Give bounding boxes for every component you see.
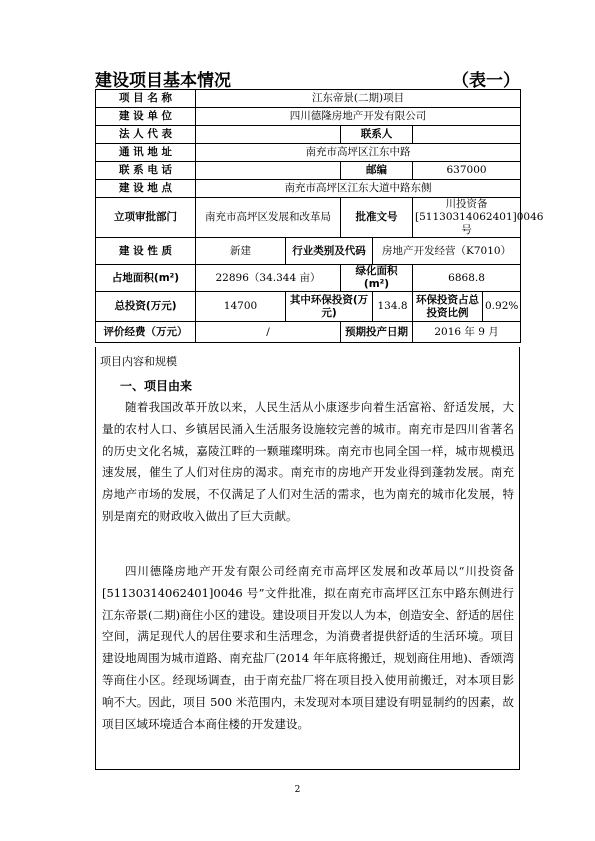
- table-row: [96, 108, 521, 126]
- area-value: 22896（34.344 亩）: [196, 265, 341, 292]
- approval-dept-label: 立项审批部门: [96, 198, 196, 238]
- industry-value: 房地产开发经营（K7010）: [373, 238, 521, 265]
- industry-label: 行业类别及代码: [286, 238, 373, 265]
- env-investment-value: 134.8: [373, 292, 413, 322]
- address-label: 通 讯 地 址: [96, 144, 196, 162]
- table-row: [96, 292, 521, 322]
- legal-rep-value: [196, 126, 341, 144]
- total-investment-label: 总投资(万元): [96, 292, 196, 322]
- paragraph-background: 随着我国改革开放以来，人民生活从小康逐步向着生活富裕、舒适发展，大量的农村人口、乡镇居民涌入生活服务设施较完善的城市。南充市是四川省著名的历史文化名城，嘉陵江畔的一颗璀璨明珠。南充市也同全国一样，城市规模迅速发展，催生了人们对住房的渴求。南充市的房地产开发业得到蓬勃发展。南充房地产市场的发展，不仅满足了人们对生活的需求，也为南充的城市化发展，特别是南充的财政收入做出了巨大贡献。: [102, 400, 514, 523]
- section-title: 项目内容和规模: [100, 355, 177, 368]
- table-row: [96, 90, 521, 108]
- approval-doc-label: 批准文号: [341, 198, 413, 238]
- production-date-value: 2016 年 9 月: [413, 322, 521, 343]
- phone-label: 联 系 电 话: [96, 162, 196, 180]
- nature-value: 新建: [196, 238, 286, 265]
- total-investment-value: 14700: [196, 292, 286, 322]
- env-ratio-label: 环保投资占总投资比例: [413, 292, 483, 322]
- page-heading: [95, 66, 520, 90]
- eval-fee-value: /: [196, 322, 341, 343]
- project-content-section: [95, 347, 520, 770]
- project-name-value: 江东帝景(二期)项目: [196, 90, 521, 108]
- nature-label: 建 设 性 质: [96, 238, 196, 265]
- legal-rep-label: 法 人 代 表: [96, 126, 196, 144]
- green-area-label: 绿化面积(m²): [341, 265, 413, 292]
- approval-dept-value: 南充市高坪区发展和改革局: [196, 198, 341, 238]
- project-name-label: 项 目 名 称: [96, 90, 196, 108]
- env-ratio-value: 0.92%: [483, 292, 521, 322]
- green-area-value: 6868.8: [413, 265, 521, 292]
- builder-value: 四川德隆房地产开发有限公司: [196, 108, 521, 126]
- table-row: [96, 126, 521, 144]
- phone-value: [196, 162, 341, 180]
- location-label: 建 设 地 点: [96, 180, 196, 198]
- env-investment-label: 其中环保投资(万元): [286, 292, 373, 322]
- page-number: 2: [294, 785, 301, 795]
- table-row: [96, 180, 521, 198]
- approval-doc-value: 川投资备[51130314062401]0046 号: [413, 198, 521, 238]
- contact-label: 联系人: [341, 126, 413, 144]
- table-row: [96, 238, 521, 265]
- table-row: [96, 162, 521, 180]
- area-label: 占地面积(m²): [96, 265, 196, 292]
- builder-label: 建 设 单 位: [96, 108, 196, 126]
- form-title: 建设项目基本情况: [95, 71, 231, 91]
- postcode-value: 637000: [413, 162, 521, 180]
- paragraph-approval: 四川德隆房地产开发有限公司经南充市高坪区发展和改革局以“川投资备[51130314062401]0046 号”文件批准，拟在南充市高坪区江东中路东侧进行江东帝景(二期)商住小区的建设。建设项目开发以人为本，创造安全、舒适的居住空间，满足现代人的居住要求和生活理念，为消费者提供舒适的生活环境。项目建设地周围为城市道路、南充盐厂(2014 年年底将搬迁，规划商住用地)、香颂湾等商住小区。经现场调查，由于南充盐厂将在项目投入使用前搬迁，对本项目影响不大。因此，项目 500 米范围内，未发现对本项目建设有明显制约的因素，故项目区域环境适合本商住楼的开发建设。: [102, 564, 514, 731]
- table-row: [96, 322, 521, 343]
- contact-value: [413, 126, 521, 144]
- project-info-table: [95, 89, 544, 343]
- address-value: 南充市高坪区江东中路: [196, 144, 521, 162]
- location-value: 南充市高坪区江东大道中路东侧: [196, 180, 521, 198]
- postcode-label: 邮编: [341, 162, 413, 180]
- table-row: [96, 144, 521, 162]
- production-date-label: 预期投产日期: [341, 322, 413, 343]
- subsection-title: 一、项目由来: [120, 379, 193, 393]
- eval-fee-label: 评价经费（万元）: [96, 322, 196, 343]
- table-number: （表一）: [452, 71, 520, 91]
- table-row: [96, 198, 521, 238]
- table-row: [96, 265, 521, 292]
